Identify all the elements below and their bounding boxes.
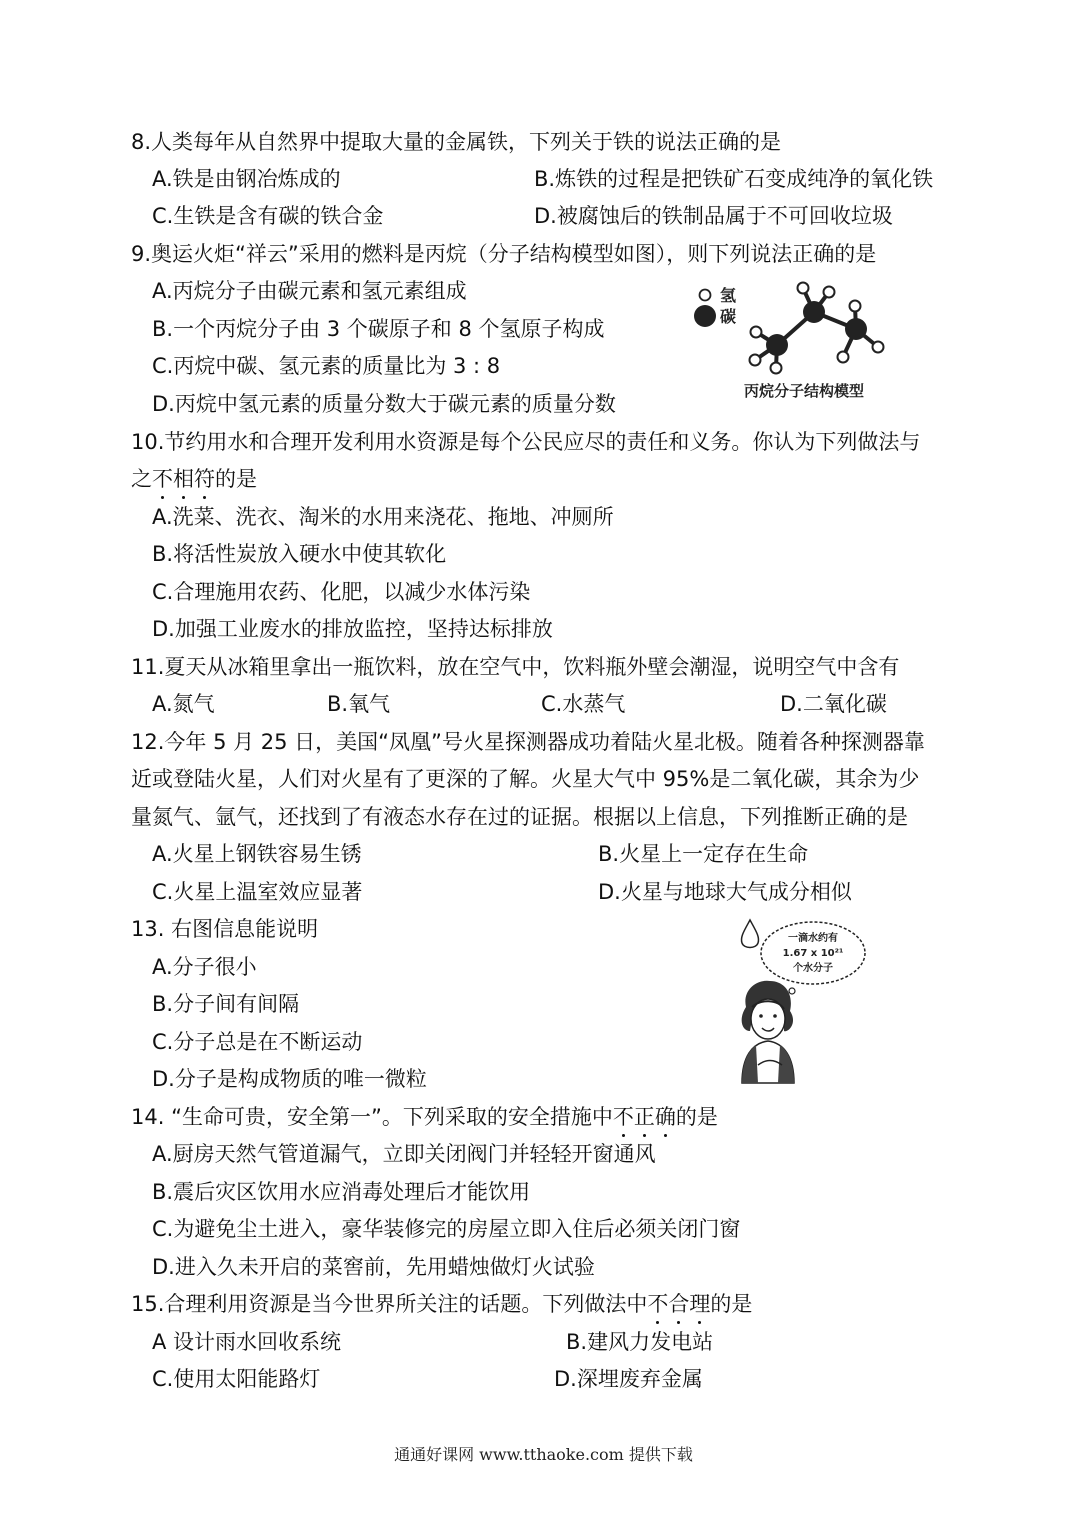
figure-caption: 丙烷分子结构模型 [744, 382, 865, 400]
q14-option-c: C.为避免尘土进入，豪华装修完的房屋立即入住后必须关闭门窗 [152, 1217, 741, 1241]
q13-option-b: B.分子间有间隔 [152, 992, 300, 1016]
q15-option-c: C.使用太阳能路灯 [152, 1367, 321, 1391]
bubble-line1: 一滴水约有 [788, 933, 838, 944]
page-footer: 通通好课网 www.tthaoke.com 提供下载 [394, 1445, 693, 1464]
q9-option-d: D.丙烷中氢元素的质量分数大于碳元素的质量分数 [152, 392, 616, 416]
emphasis-dot-char: 理 [689, 1289, 710, 1319]
q15-option-d: D.深埋废弃金属 [554, 1367, 703, 1391]
q11-option-b: B.氧气 [327, 692, 391, 716]
q12-option-a: A.火星上钢铁容易生锈 [152, 842, 362, 866]
q10-option-a: A.洗菜、洗衣、淘米的水用来浇花、拖地、冲厕所 [152, 505, 614, 529]
carbon-legend-icon [694, 305, 716, 327]
emphasis-dot-char: 合 [668, 1289, 689, 1319]
q12-option-b: B.火星上一定存在生命 [598, 842, 809, 866]
q9-stem: 9.奥运火炬“祥云”采用的燃料是丙烷（分子结构模型如图），则下列说法正确的是 [131, 242, 877, 266]
q8-option-d: D.被腐蚀后的铁制品属于不可回收垃圾 [534, 204, 893, 228]
q10-option-c: C.合理施用农药、化肥，以减少水体污染 [152, 580, 531, 604]
q12-stem-line3: 量氮气、氩气，还找到了有液态水存在过的证据。根据以上信息，下列推断正确的是 [131, 805, 908, 829]
q11-option-d: D.二氧化碳 [780, 692, 887, 716]
q8-option-c: C.生铁是含有碳的铁合金 [152, 204, 384, 228]
q11-option-c: C.水蒸气 [541, 692, 626, 716]
q8-option-a: A.铁是由钢冶炼成的 [152, 167, 341, 191]
q12-stem-line1: 12.今年 5 月 25 日，美国“凤凰”号火星探测器成功着陆火星北极。随着各种探测器靠 [131, 730, 925, 754]
q8-stem: 8.人类每年从自然界中提取大量的金属铁，下列关于铁的说法正确的是 [131, 130, 782, 154]
water-drop-icon [741, 920, 758, 948]
q12-option-c: C.火星上温室效应显著 [152, 880, 363, 904]
q10-stem-line1: 10.节约用水和合理开发利用水资源是每个公民应尽的责任和义务。你认为下列做法与 [131, 430, 921, 454]
q10-option-b: B.将活性炭放入硬水中使其软化 [152, 542, 447, 566]
q11-option-a: A.氮气 [152, 692, 215, 716]
q11-stem: 11.夏天从冰箱里拿出一瓶饮料，放在空气中，饮料瓶外壁会潮湿，说明空气中含有 [131, 655, 900, 679]
emphasis-dot-char: 不 [152, 464, 173, 494]
emphasis-dot-char: 相 [173, 464, 194, 494]
emphasis-dot-char: 不 [613, 1102, 634, 1132]
q13-option-c: C.分子总是在不断运动 [152, 1030, 363, 1054]
q15-stem: 15.合理利用资源是当今世界所关注的话题。下列做法中不合理的是 [131, 1289, 752, 1319]
q15-option-a: A 设计雨水回收系统 [152, 1330, 342, 1354]
q10-option-d: D.加强工业废水的排放监控，坚持达标排放 [152, 617, 553, 641]
q10-stem-line2: 之不相符的是 [131, 464, 257, 494]
q12-stem-line2: 近或登陆火星，人们对火星有了更深的了解。火星大气中 95%是二氧化碳，其余为少 [131, 767, 920, 791]
q14-stem: 14. “生命可贵，安全第一”。下列采取的安全措施中不正确的是 [131, 1102, 718, 1132]
girl-drawing [742, 981, 794, 1083]
q15-option-b: B.建风力发电站 [566, 1330, 714, 1354]
emphasis-dot-char: 确 [655, 1102, 676, 1132]
bubble-line3: 个水分子 [793, 963, 833, 974]
emphasis-dot-char: 正 [634, 1102, 655, 1132]
legend-carbon-label: 碳 [720, 307, 737, 326]
hydrogen-legend-icon [700, 290, 711, 301]
q14-option-a: A.厨房天然气管道漏气，立即关闭阀门并轻轻开窗通风 [152, 1142, 656, 1166]
girl-thinking-figure [728, 915, 878, 1085]
q14-option-b: B.震后灾区饮用水应消毒处理后才能饮用 [152, 1180, 531, 1204]
emphasis-dot-char: 不 [647, 1289, 668, 1319]
q9-option-c: C.丙烷中碳、氢元素的质量比为 3 : 8 [152, 354, 501, 378]
q13-option-a: A.分子很小 [152, 955, 257, 979]
q13-option-d: D.分子是构成物质的唯一微粒 [152, 1067, 427, 1091]
legend-hydrogen-label: 氢 [720, 286, 737, 305]
q13-stem: 13. 右图信息能说明 [131, 917, 319, 941]
q9-option-b: B.一个丙烷分子由 3 个碳原子和 8 个氢原子构成 [152, 317, 605, 341]
bubble-line2: 1.67 x 10²¹ [782, 948, 844, 959]
emphasis-dot-char: 符 [194, 464, 215, 494]
q9-option-a: A.丙烷分子由碳元素和氢元素组成 [152, 279, 467, 303]
q8-option-b: B.炼铁的过程是把铁矿石变成纯净的氧化铁 [534, 167, 934, 191]
propane-molecule-figure [680, 272, 920, 407]
q12-option-d: D.火星与地球大气成分相似 [598, 880, 852, 904]
q14-option-d: D.进入久未开启的菜窖前，先用蜡烛做灯火试验 [152, 1255, 595, 1279]
